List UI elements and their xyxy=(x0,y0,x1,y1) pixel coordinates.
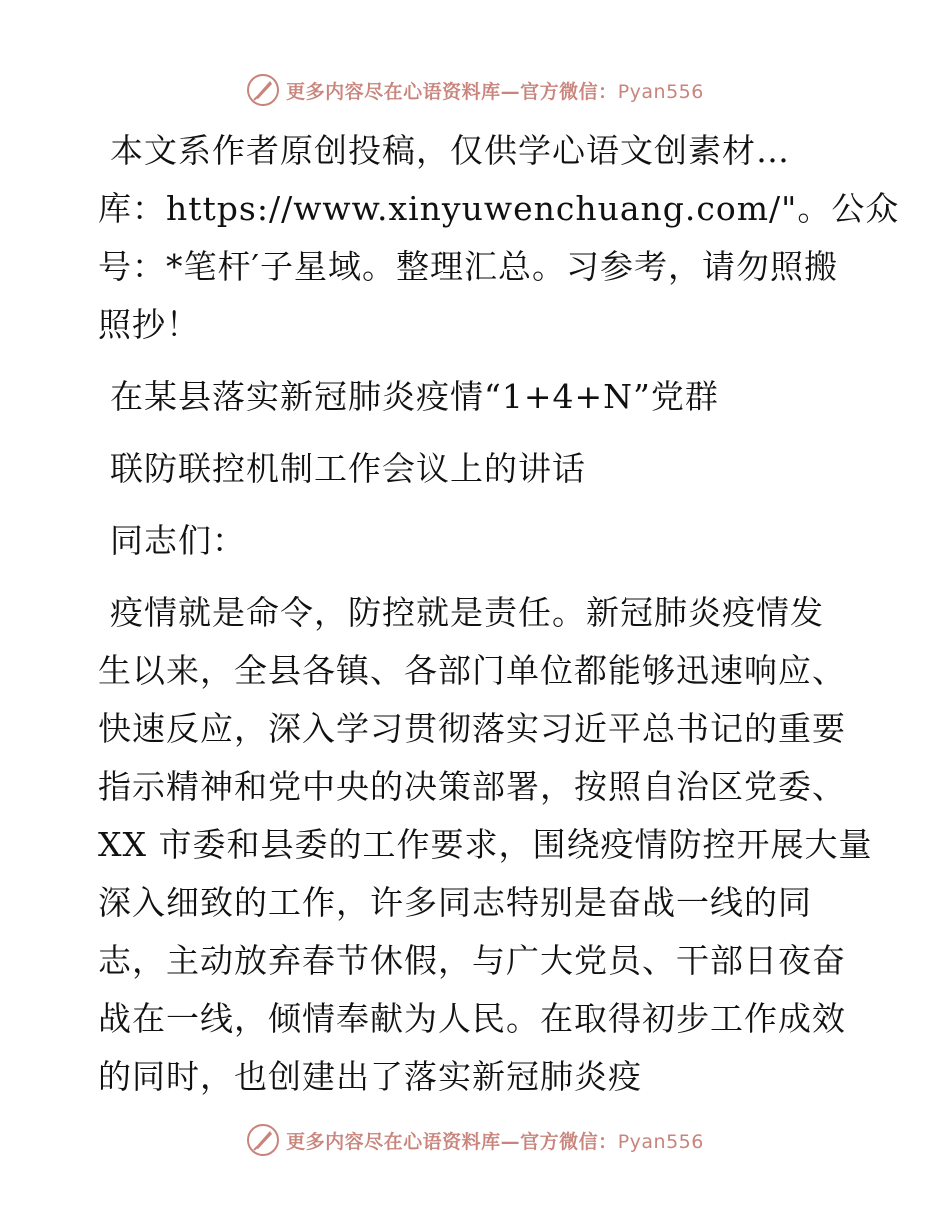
speech-title xyxy=(98,368,858,498)
watermark-id: Pyan556 xyxy=(617,1130,704,1153)
body-line: XX 市委和县委的工作要求，围绕疫情防控开展大量 xyxy=(98,825,873,864)
notice-line: 号：*笔杆′子星域。整理汇总。习参考，请勿照搬 xyxy=(98,247,838,286)
notice-paragraph xyxy=(98,122,900,354)
watermark-text xyxy=(286,1127,704,1154)
notice-line: 本文系作者原创投稿，仅供学心语文创素材… xyxy=(110,131,790,170)
body-line: 指示精神和党中央的决策部署，按照自治区党委、 xyxy=(98,767,846,806)
watermark-site: 更多内容尽在心语资料库 xyxy=(286,1130,501,1153)
watermark-contact: 官方微信： xyxy=(520,80,618,103)
watermark-text xyxy=(286,77,704,104)
notice-line: 照抄！ xyxy=(98,305,200,344)
body-paragraph xyxy=(98,584,873,1106)
watermark-site: 更多内容尽在心语资料库 xyxy=(286,80,501,103)
watermark-contact: 官方微信： xyxy=(520,1130,618,1153)
body-line: 战在一线，倾情奉献为人民。在取得初步工作成效 xyxy=(98,999,846,1038)
watermark-separator: — xyxy=(500,1130,521,1153)
notice-line: 库：https://www.xinyuwenchuang.com/"。公众 xyxy=(98,189,900,228)
header-watermark xyxy=(0,70,950,110)
watermark-separator: — xyxy=(500,80,521,103)
salutation: 同志们： xyxy=(110,521,246,560)
body-line: 疫情就是命令，防控就是责任。新冠肺炎疫情发 xyxy=(110,593,824,632)
body-line: 生以来，全县各镇、各部门单位都能够迅速响应、 xyxy=(98,651,846,690)
body-line: 的同时，也创建出了落实新冠肺炎疫 xyxy=(98,1057,642,1096)
footer-watermark xyxy=(0,1120,950,1160)
document-body xyxy=(98,122,900,1106)
body-line: 快速反应，深入学习贯彻落实习近平总书记的重要 xyxy=(98,709,846,748)
title-line: 在某县落实新冠肺炎疫情“1+4+N”党群 xyxy=(110,377,719,416)
quill-logo-icon xyxy=(246,1123,280,1157)
body-line: 深入细致的工作，许多同志特别是奋战一线的同 xyxy=(98,883,812,922)
quill-logo-icon xyxy=(246,73,280,107)
title-line: 联防联控机制工作会议上的讲话 xyxy=(110,449,586,488)
watermark-id: Pyan556 xyxy=(617,80,704,103)
body-line: 志，主动放弃春节休假，与广大党员、干部日夜奋 xyxy=(98,941,846,980)
